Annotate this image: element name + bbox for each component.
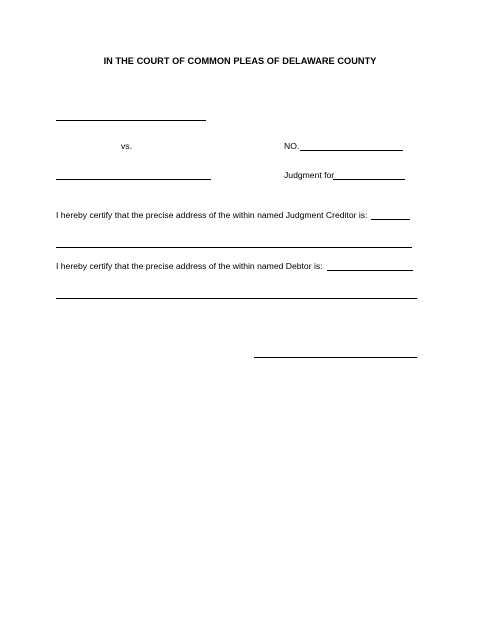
- creditor-address-line[interactable]: [56, 247, 412, 248]
- creditor-address-inline-line[interactable]: [371, 219, 410, 220]
- court-title: IN THE COURT OF COMMON PLEAS OF DELAWARE COUNTY: [103, 56, 377, 66]
- creditor-certification-text: I hereby certify that the precise address of the within named Judgment Creditor is:: [56, 210, 368, 220]
- debtor-address-line[interactable]: [56, 298, 417, 299]
- defendant-name-line[interactable]: [56, 179, 211, 180]
- debtor-address-inline-line[interactable]: [327, 270, 413, 271]
- debtor-certification-text: I hereby certify that the precise address of the within named Debtor is:: [56, 261, 323, 271]
- judgment-for-line[interactable]: [333, 179, 405, 180]
- vs-label: vs.: [121, 141, 132, 151]
- signature-line[interactable]: [254, 357, 417, 358]
- plaintiff-name-line[interactable]: [56, 120, 206, 121]
- judgment-for-label: Judgment for: [284, 170, 335, 180]
- case-number-line[interactable]: [300, 150, 403, 151]
- case-number-label: NO.: [284, 141, 300, 151]
